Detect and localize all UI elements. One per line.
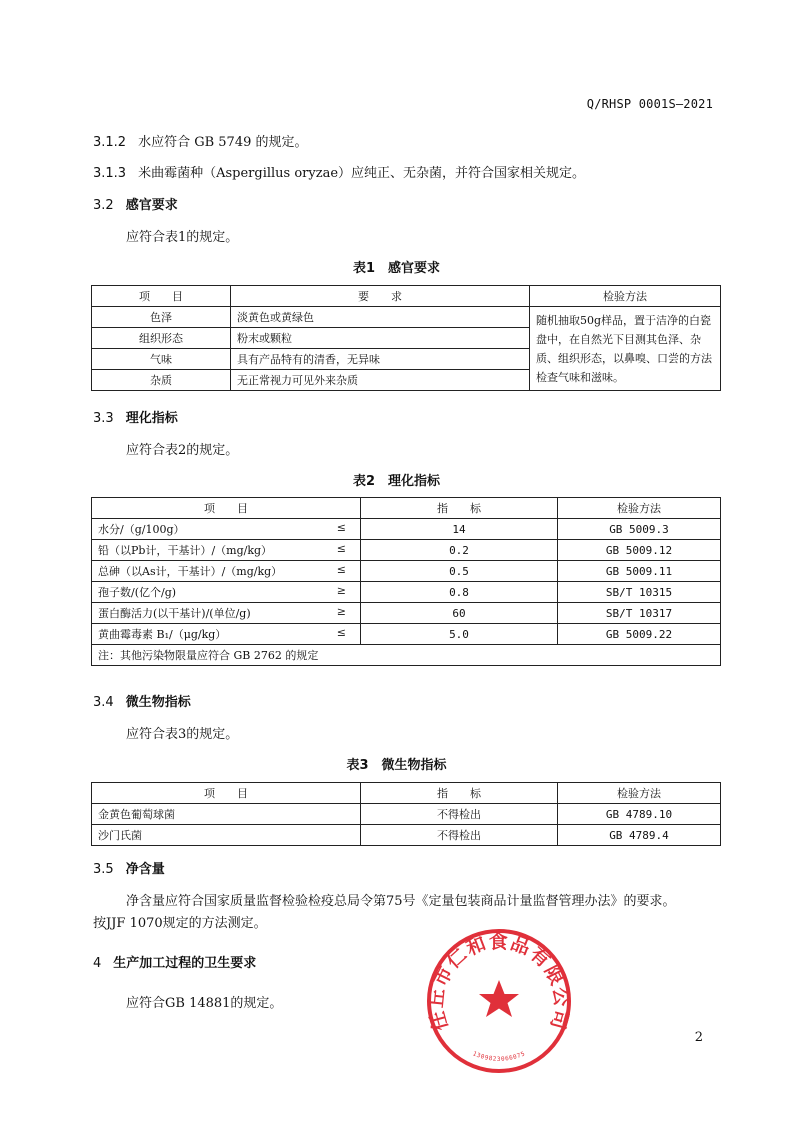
table2-cell-method: GB 5009.3: [558, 519, 721, 540]
table2-cell-value: 0.2: [361, 540, 558, 561]
table1-cell-method: 随机抽取50g样品，置于洁净的白瓷盘中，在自然光下目测其色泽、杂质、组织形态，以鼻嗅、口尝的方法检查气味和滋味。: [530, 307, 721, 391]
clause-3-1-2: [93, 131, 308, 150]
section-title: 微生物指标: [125, 695, 191, 710]
relation-symbol: ≥: [336, 584, 346, 597]
table-row: [92, 825, 721, 846]
section-title: 净含量: [125, 862, 165, 877]
table2-cell-method: GB 5009.12: [558, 540, 721, 561]
clause-text: 米曲霉菌种（Aspergillus oryzae）应纯正、无杂菌，并符合国家相关规定。: [138, 166, 586, 181]
table2-cell-method: SB/T 10315: [558, 582, 721, 603]
table3-cell-method: GB 4789.10: [558, 804, 721, 825]
relation-symbol: ≥: [336, 605, 346, 618]
clause-number: 3.1.2: [93, 135, 127, 150]
section-number: 4: [93, 956, 102, 971]
table3-header-method: 检验方法: [558, 783, 721, 804]
table2-cell-item: 孢子数/(亿个/g): [98, 586, 177, 599]
table3-cell-value: 不得检出: [361, 825, 558, 846]
table-sensory: [91, 285, 721, 391]
relation-symbol: ≤: [336, 563, 346, 576]
table2-cell-method: GB 5009.11: [558, 561, 721, 582]
relation-symbol: ≤: [336, 542, 346, 555]
section-3-3-body: 应符合表2的规定。: [126, 443, 239, 458]
table-row: [92, 540, 721, 561]
table-row: [92, 519, 721, 540]
seal-digits: 1309823066075: [471, 1050, 527, 1063]
table3-cell-value: 不得检出: [361, 804, 558, 825]
section-3-5-body-line2: 按JJF 1070规定的方法测定。: [93, 916, 267, 931]
table2-cell-method: GB 5009.22: [558, 624, 721, 645]
table1-cell-requirement: 具有产品特有的清香，无异味: [231, 349, 530, 370]
table-row: [92, 561, 721, 582]
table1-cell-item: 气味: [92, 349, 231, 370]
table1-cell-requirement: 粉末或颗粒: [231, 328, 530, 349]
clause-text: 水应符合 GB 5749 的规定。: [138, 135, 308, 150]
table-row: [92, 804, 721, 825]
table1-cell-item: 组织形态: [92, 328, 231, 349]
table1-cell-requirement: 淡黄色或黄绿色: [231, 307, 530, 328]
table3-cell-item: 金黄色葡萄球菌: [92, 804, 361, 825]
table1-header-method: 检验方法: [530, 286, 721, 307]
table1-cell-item: 杂质: [92, 370, 231, 391]
section-title: 理化指标: [125, 411, 178, 426]
table3-header-value: 指 标: [361, 783, 558, 804]
table2-caption: 表2 理化指标: [352, 474, 441, 489]
table-microbiological: [91, 782, 721, 846]
section-number: 3.2: [93, 198, 114, 213]
table2-cell-item: 总砷（以As计，干基计）/（mg/kg）: [98, 565, 283, 578]
table2-note: 注：其他污染物限量应符合 GB 2762 的规定: [92, 645, 721, 666]
table1-caption: 表1 感官要求: [352, 261, 441, 276]
table2-cell-value: 60: [361, 603, 558, 624]
table1-cell-requirement: 无正常视力可见外来杂质: [231, 370, 530, 391]
table3-cell-method: GB 4789.4: [558, 825, 721, 846]
section-3-5-body-line1: 净含量应符合国家质量监督检验检疫总局令第75号《定量包装商品计量监督管理办法》的要求。: [126, 894, 676, 909]
table2-cell-item: 水分/（g/100g）: [98, 523, 185, 536]
table-physicochemical: [91, 497, 721, 666]
section-title: 感官要求: [125, 198, 178, 213]
table2-header-item: 项 目: [92, 498, 361, 519]
relation-symbol: ≤: [336, 521, 346, 534]
table2-cell-method: SB/T 10317: [558, 603, 721, 624]
table3-caption: 表3 微生物指标: [346, 758, 447, 773]
section-3-4-heading: [93, 691, 191, 710]
seal-name: 任丘市仁和食品有限公司: [425, 930, 573, 1033]
table1-header-requirement: 要 求: [231, 286, 530, 307]
table-row: [92, 603, 721, 624]
relation-symbol: ≤: [336, 626, 346, 639]
section-3-5-heading: [93, 858, 165, 877]
section-title: 生产加工过程的卫生要求: [113, 956, 257, 971]
section-number: 3.5: [93, 862, 114, 877]
seal-star-icon: [479, 980, 519, 1017]
section-number: 3.3: [93, 411, 114, 426]
table-row: [92, 624, 721, 645]
table1-header-item: 项 目: [92, 286, 231, 307]
section-4-body: 应符合GB 14881的规定。: [126, 996, 283, 1011]
section-3-4-body: 应符合表3的规定。: [126, 727, 239, 742]
table2-cell-value: 14: [361, 519, 558, 540]
section-number: 3.4: [93, 695, 114, 710]
document-code: Q/RHSP 0001S—2021: [586, 97, 713, 111]
company-seal: [424, 926, 574, 1076]
table2-cell-item: 蛋白酶活力(以干基计)/(单位/g): [98, 607, 251, 620]
table2-cell-value: 5.0: [361, 624, 558, 645]
section-3-2-heading: [93, 194, 178, 213]
table2-cell-item: 铅（以Pb计，干基计）/（mg/kg）: [98, 544, 273, 557]
table2-header-method: 检验方法: [558, 498, 721, 519]
section-3-3-heading: [93, 407, 178, 426]
section-3-2-body: 应符合表1的规定。: [126, 230, 239, 245]
table3-header-item: 项 目: [92, 783, 361, 804]
section-4-heading: [93, 952, 256, 971]
table2-cell-item: 黄曲霉毒素 B₁/（μg/kg）: [98, 628, 227, 641]
clause-3-1-3: [93, 162, 585, 181]
table-row: [92, 582, 721, 603]
table2-header-value: 指 标: [361, 498, 558, 519]
clause-number: 3.1.3: [93, 166, 127, 181]
table3-cell-item: 沙门氏菌: [92, 825, 361, 846]
page-number: 2: [694, 1030, 703, 1045]
table2-cell-value: 0.5: [361, 561, 558, 582]
table1-cell-item: 色泽: [92, 307, 231, 328]
table2-cell-value: 0.8: [361, 582, 558, 603]
